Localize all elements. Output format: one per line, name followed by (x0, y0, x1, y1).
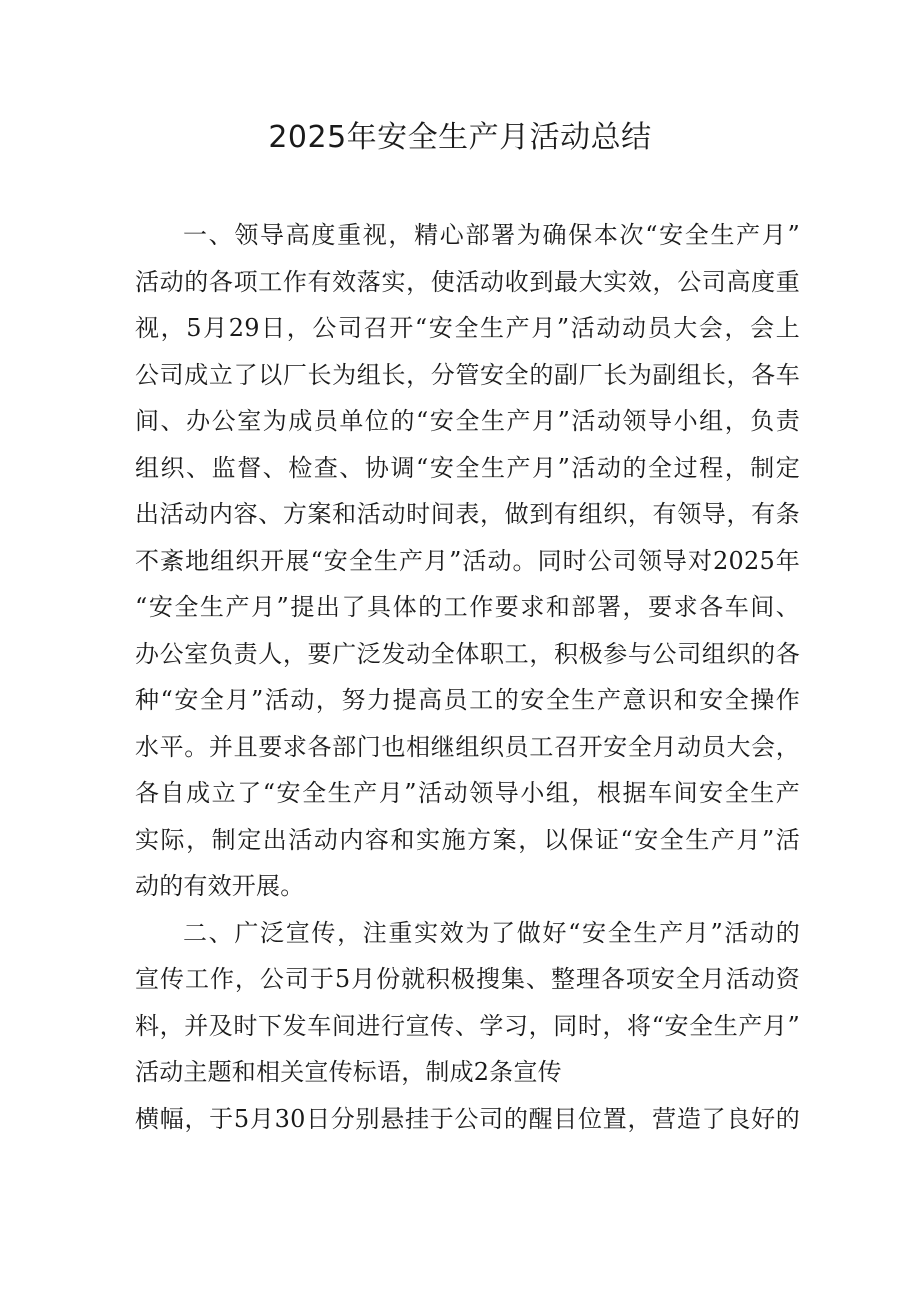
body-line: 出活动内容、方案和活动时间表，做到有组织，有领导，有条 (135, 500, 800, 528)
body-line: 活动的各项工作有效落实，使活动收到最大实效，公司高度重 (135, 267, 800, 296)
body-line: 实际，制定出活动内容和实施方案，以保证“安全生产月”活 (135, 825, 800, 854)
body-line: 横幅，于5月30日分别悬挂于公司的醒目位置，营造了良好的 (135, 1104, 800, 1133)
document-body (135, 212, 800, 1142)
body-line: 种“安全月”活动，努力提高员工的安全生产意识和安全操作 (135, 686, 800, 714)
body-line: 宣传工作，公司于5月份就积极搜集、整理各项安全月活动资 (135, 965, 800, 993)
body-line: “安全生产月”提出了具体的工作要求和部署，要求各车间、 (135, 593, 800, 621)
body-line: 水平。并且要求各部门也相继组织员工召开安全月动员大会， (135, 732, 800, 761)
body-line: 视，5月29日，公司召开“安全生产月”活动动员大会，会上 (135, 314, 800, 342)
document-title: 2025年安全生产月活动总结 (268, 120, 652, 155)
body-line: 间、办公室为成员单位的“安全生产月”活动领导小组，负责 (135, 407, 800, 435)
body-line: 各自成立了“安全生产月”活动领导小组，根据车间安全生产 (135, 779, 800, 807)
body-line: 组织、监督、检查、协调“安全生产月”活动的全过程，制定 (135, 453, 800, 482)
body-line: 一、领导高度重视，精心部署为确保本次“安全生产月” (183, 221, 800, 249)
body-line: 办公室负责人，要广泛发动全体职工，积极参与公司组织的各 (135, 639, 800, 668)
body-line: 活动主题和相关宣传标语，制成2条宣传 (135, 1058, 562, 1086)
body-line: 不紊地组织开展“安全生产月”活动。同时公司领导对2025年 (135, 546, 800, 575)
body-line: 公司成立了以厂长为组长，分管安全的副厂长为副组长，各车 (135, 360, 800, 389)
body-line: 二、广泛宣传，注重实效为了做好“安全生产月”活动的 (183, 918, 800, 947)
body-line: 动的有效开展。 (135, 872, 305, 900)
body-line: 料，并及时下发车间进行宣传、学习，同时，将“安全生产月” (135, 1011, 800, 1040)
